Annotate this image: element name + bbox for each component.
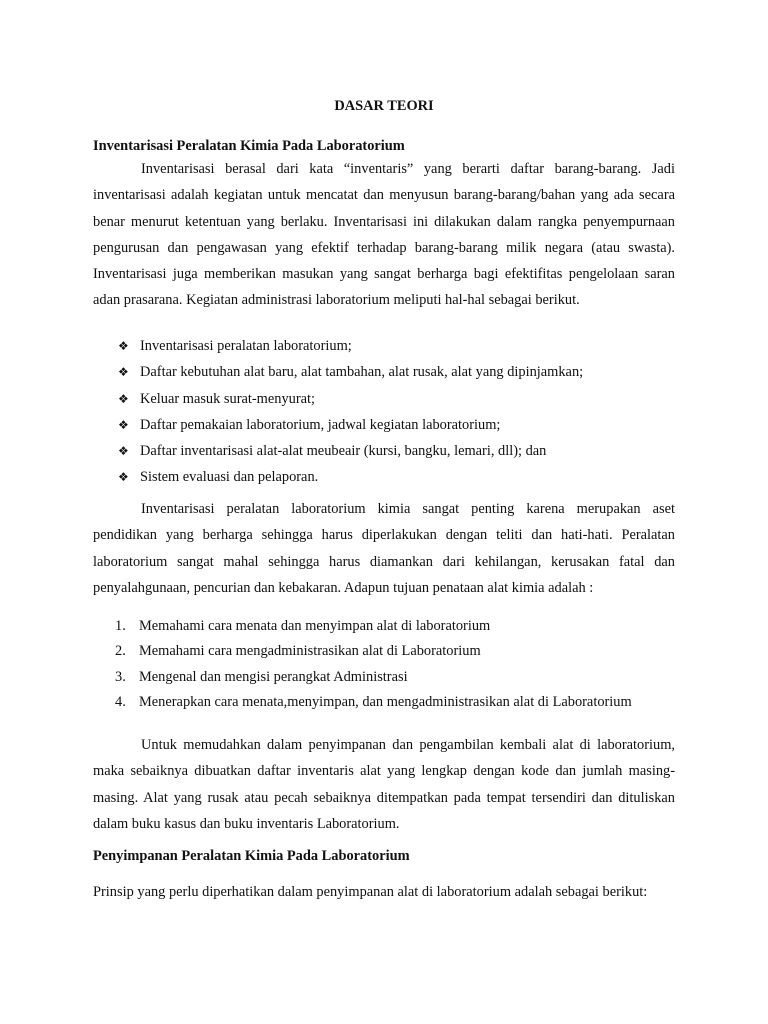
- purpose-numbered-list: [115, 614, 685, 716]
- diamond-bullet-icon: ❖: [118, 391, 129, 406]
- diamond-bullet-icon: ❖: [118, 339, 129, 353]
- list-item-text: Menerapkan cara menata,menyimpan, dan mengadministrasikan alat di Laboratorium: [139, 694, 632, 711]
- list-item: [118, 412, 678, 438]
- admin-activities-list: [118, 333, 678, 491]
- list-item-text: Daftar kebutuhan alat baru, alat tambahan, alat rusak, alat yang dipinjamkan;: [140, 364, 584, 381]
- list-item: [118, 464, 678, 490]
- document-title: DASAR TEORI: [334, 98, 434, 114]
- diamond-bullet-icon: ❖: [118, 365, 129, 380]
- list-item: [118, 386, 678, 412]
- section1-intro-paragraph: Inventarisasi berasal dari kata “inventaris” yang berarti daftar barang-barang. Jadi inventarisasi adalah kegiatan untuk mencatat dan menyusun barang-barang/bahan yang ada secara benar menurut ketentuan yang berlaku. Inventarisasi ini dilakukan dalam rangka penyempurnaan pengurusan dan pengawasan yang efektif terhadap barang-barang milik negara (atau swasta). Inventarisasi juga memberikan masukan yang sangat berharga bagi efektifitas pengelolaan saran adan prasarana. Kegiatan administrasi laboratorium meliputi hal-hal sebagai berikut.: [93, 161, 675, 309]
- list-item-text: Keluar masuk surat-menyurat;: [140, 390, 316, 407]
- section2-heading: Penyimpanan Peralatan Kimia Pada Laboratorium: [93, 848, 410, 864]
- list-item-text: Memahami cara mengadministrasikan alat di Laboratorium: [139, 643, 481, 660]
- list-number: 3.: [115, 668, 126, 685]
- list-item: [118, 438, 678, 464]
- list-item: [118, 333, 678, 359]
- list-item-text: Memahami cara menata dan menyimpan alat di laboratorium: [139, 618, 491, 634]
- section1-third-paragraph: Untuk memudahkan dalam penyimpanan dan pengambilan kembali alat di laboratorium, maka sebaiknya dibuatkan daftar inventaris alat yang lengkap dengan kode dan jumlah masing-masing. Alat yang rusak atau pecah sebaiknya ditempatkan pada tempat tersendiri dan dituliskan dalam buku kasus dan buku inventaris Laboratorium.: [93, 737, 675, 832]
- list-item: [115, 690, 685, 715]
- list-item: [115, 614, 685, 639]
- section1-second-paragraph: Inventarisasi peralatan laboratorium kimia sangat penting karena merupakan aset pendidikan yang berharga sehingga harus diperlakukan dengan teliti dan hati-hati. Peralatan laboratorium sangat mahal sehingga harus diamankan dari kehilangan, kerusakan fatal dan penyalahgunaan, pencurian dan kebakaran. Adapun tujuan penataan alat kimia adalah :: [93, 501, 675, 596]
- list-number: 1.: [115, 618, 126, 634]
- list-item: [118, 359, 678, 385]
- list-item-text: Sistem evaluasi dan pelaporan.: [140, 469, 319, 486]
- list-item-text: Mengenal dan mengisi perangkat Administrasi: [139, 668, 408, 685]
- list-item-text: Daftar inventarisasi alat-alat meubeair (kursi, bangku, lemari, dll); dan: [140, 443, 547, 460]
- diamond-bullet-icon: ❖: [118, 444, 129, 459]
- list-item-text: Inventarisasi peralatan laboratorium;: [140, 338, 352, 354]
- diamond-bullet-icon: ❖: [118, 417, 129, 432]
- list-item-text: Daftar pemakaian laboratorium, jadwal kegiatan laboratorium;: [140, 416, 501, 433]
- list-item: [115, 665, 685, 690]
- list-number: 2.: [115, 643, 126, 660]
- section1-heading: Inventarisasi Peralatan Kimia Pada Laboratorium: [93, 138, 405, 154]
- document-page: [93, 0, 675, 1024]
- list-number: 4.: [115, 694, 126, 711]
- list-item: [115, 639, 685, 664]
- diamond-bullet-icon: ❖: [118, 470, 129, 485]
- section2-first-paragraph: Prinsip yang perlu diperhatikan dalam penyimpanan alat di laboratorium adalah sebagai berikut:: [93, 884, 648, 900]
